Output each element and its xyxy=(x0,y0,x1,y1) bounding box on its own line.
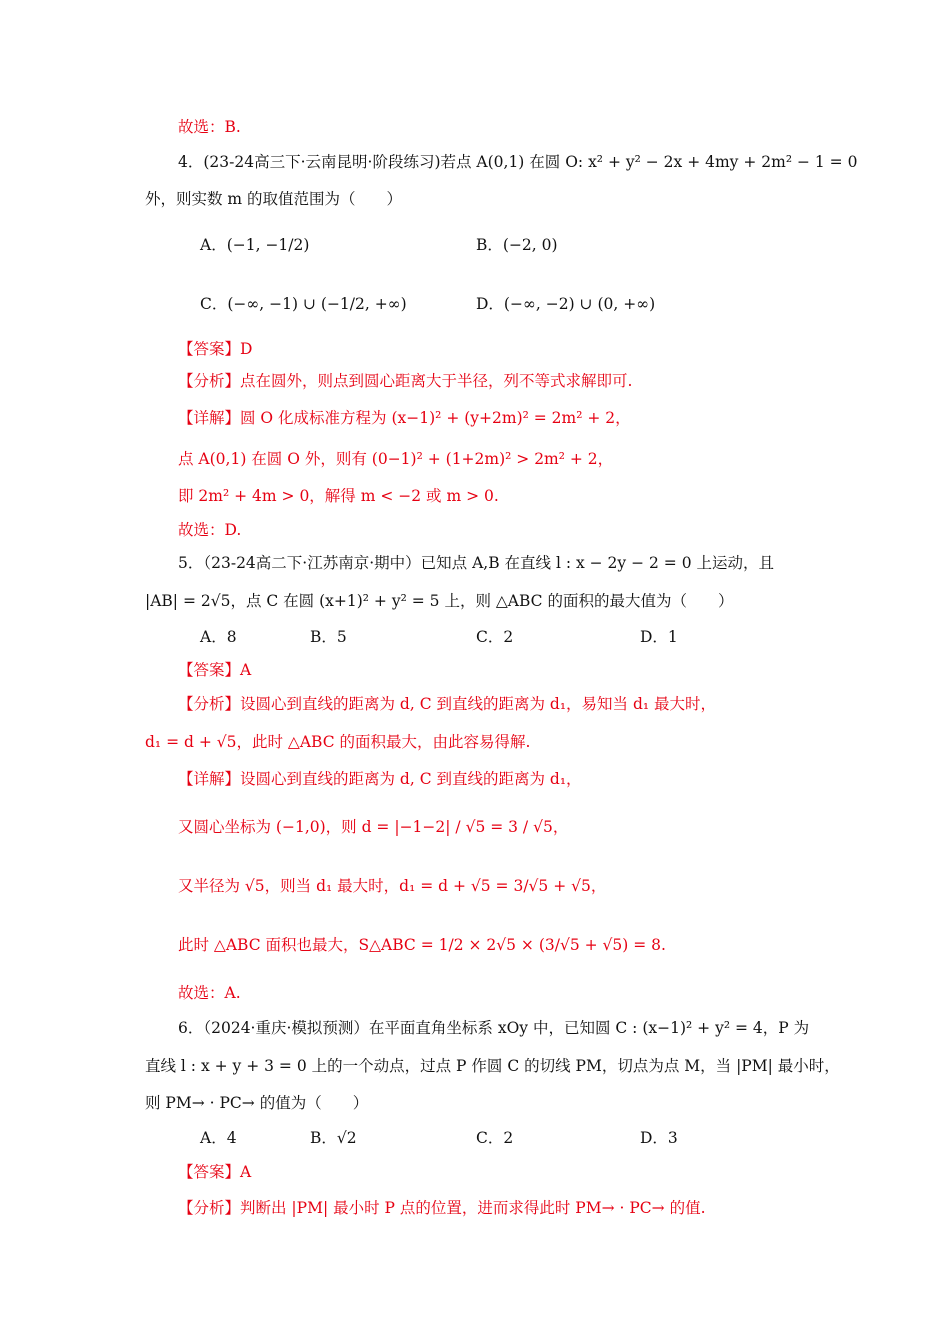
q5-option-a: A．8 xyxy=(200,628,237,646)
q4-detail-line2: 点 A(0,1) 在圆 O 外，则有 (0−1)² + (1+2m)² > 2m² + 2， xyxy=(178,450,614,468)
q5-conclusion: 故选：A. xyxy=(178,984,241,1002)
q5-stem-line1: 5．（23-24高二下·江苏南京·期中）已知点 A,B 在直线 l : x − 2y − 2 = 0 上运动，且 xyxy=(178,554,775,572)
q6-option-a: A．4 xyxy=(200,1129,237,1147)
q6-option-d: D．3 xyxy=(640,1129,678,1147)
q4-answer: 【答案】D xyxy=(178,340,253,358)
q4-option-a: A．(−1, −1/2) xyxy=(200,236,310,254)
q6-answer: 【答案】A xyxy=(178,1163,252,1181)
q5-option-d: D．1 xyxy=(640,628,678,646)
q3-conclusion: 故选：B. xyxy=(178,118,241,136)
q4-detail-line3: 即 2m² + 4m > 0，解得 m < −2 或 m > 0. xyxy=(178,487,499,505)
q6-option-c: C．2 xyxy=(476,1129,514,1147)
q6-stem-line3: 则 PM→ · PC→ 的值为（ ） xyxy=(145,1094,369,1112)
q5-analysis-line1: 【分析】设圆心到直线的距离为 d, C 到直线的距离为 d₁，易知当 d₁ 最大时， xyxy=(178,695,717,713)
q5-stem-line2: |AB| = 2√5，点 C 在圆 (x+1)² + y² = 5 上，则 △ABC 的面积的最大值为（ ） xyxy=(145,592,734,610)
q4-detail-line1: 【详解】圆 O 化成标准方程为 (x−1)² + (y+2m)² = 2m² + 2， xyxy=(178,409,631,427)
q4-stem-line2: 外，则实数 m 的取值范围为（ ） xyxy=(145,190,403,208)
q5-answer: 【答案】A xyxy=(178,661,252,679)
q4-stem-line1: 4．(23-24高三下·云南昆明·阶段练习)若点 A(0,1) 在圆 O: x² + y² − 2x + 4my + 2m² − 1 = 0 xyxy=(178,153,858,171)
q4-conclusion: 故选：D. xyxy=(178,521,242,539)
q4-option-c: C．(−∞, −1) ∪ (−1/2, +∞) xyxy=(200,295,407,313)
q5-option-b: B．5 xyxy=(310,628,347,646)
q5-detail-line3: 又半径为 √5，则当 d₁ 最大时，d₁ = d + √5 = 3/√5 + √5， xyxy=(178,877,607,895)
q4-option-b: B．(−2, 0) xyxy=(476,236,558,254)
q5-option-c: C．2 xyxy=(476,628,514,646)
q4-option-d: D．(−∞, −2) ∪ (0, +∞) xyxy=(476,295,656,313)
q5-detail-line2: 又圆心坐标为 (−1,0)，则 d = |−1−2| / √5 = 3 / √5， xyxy=(178,818,569,836)
q6-stem-line2: 直线 l : x + y + 3 = 0 上的一个动点，过点 P 作圆 C 的切线 PM，切点为点 M，当 |PM| 最小时， xyxy=(145,1057,840,1075)
q6-option-b: B．√2 xyxy=(310,1129,357,1147)
q6-analysis: 【分析】判断出 |PM| 最小时 P 点的位置，进而求得此时 PM→ · PC→ 的值. xyxy=(178,1199,706,1217)
q4-analysis: 【分析】点在圆外，则点到圆心距离大于半径，列不等式求解即可. xyxy=(178,372,633,390)
q5-detail-line1: 【详解】设圆心到直线的距离为 d, C 到直线的距离为 d₁， xyxy=(178,770,582,788)
q5-analysis-line2: d₁ = d + √5，此时 △ABC 的面积最大，由此容易得解. xyxy=(145,733,531,751)
q5-detail-line4: 此时 △ABC 面积也最大，S△ABC = 1/2 × 2√5 × (3/√5 + √5) = 8. xyxy=(178,936,666,954)
q6-stem-line1: 6．（2024·重庆·模拟预测）在平面直角坐标系 xOy 中，已知圆 C : (x−1)² + y² = 4，P 为 xyxy=(178,1019,810,1037)
